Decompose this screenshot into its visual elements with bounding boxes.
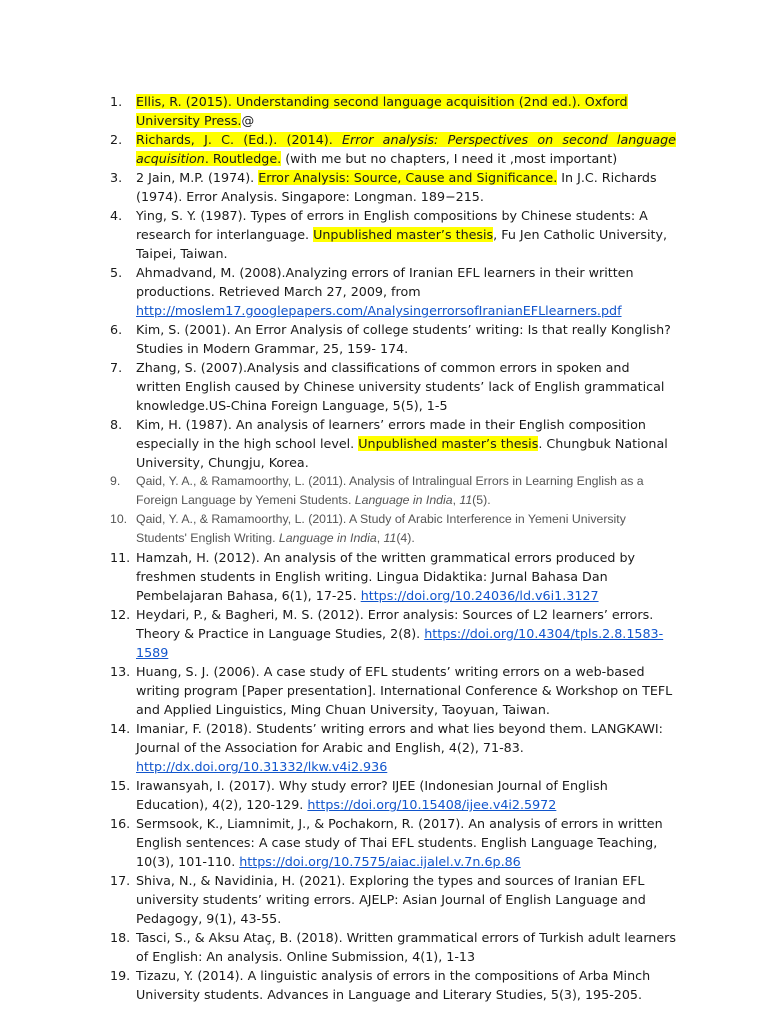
reference-text-segment: Imaniar, F. (2018). Students’ writing errors and what lies beyond them. LANGKAWI: Journal of the Association for Arabic and English, 4(2), 71-83.	[136, 721, 663, 755]
reference-number: 6.	[110, 322, 123, 337]
reference-text	[136, 605, 676, 662]
reference-text-segment: Kim, S. (2001). An Error Analysis of college students’ writing: Is that really Konglish? Studies in Modern Grammar, 25, 159- 174.	[136, 322, 671, 356]
reference-text-segment: Qaid, Y. A., & Ramamoorthy, L. (2011). Analysis of Intralingual Errors in Learning English as a Foreign Language by Yemeni Students.	[136, 474, 644, 507]
reference-item	[110, 928, 676, 966]
reference-text-segment: Language in India	[354, 493, 453, 507]
reference-item	[110, 510, 676, 548]
reference-text-segment: Zhang, S. (2007).Analysis and classifications of common errors in spoken and written English caused by Chinese university students’ lack of English grammatical knowledge.US-China Foreign Language, 5(5), 1-5	[136, 360, 665, 413]
reference-number: 14.	[110, 721, 131, 736]
reference-text	[136, 130, 676, 168]
reference-text	[136, 472, 676, 510]
reference-link[interactable]: https://doi.org/10.4304/tpls.2.8.1583-1589	[136, 626, 664, 660]
reference-number: 5.	[110, 265, 123, 280]
reference-text-segment: 2 Jain, M.P. (1974).	[136, 170, 259, 185]
reference-text-segment: ,	[452, 493, 460, 507]
reference-text	[136, 814, 676, 871]
reference-item	[110, 320, 676, 358]
reference-text-segment: (4).	[396, 531, 415, 545]
reference-text-segment: 11	[459, 493, 473, 507]
reference-text	[136, 168, 676, 206]
reference-text	[136, 871, 676, 928]
reference-text	[136, 966, 676, 1004]
reference-text-segment: ,	[376, 531, 384, 545]
reference-number: 18.	[110, 930, 131, 945]
reference-link[interactable]: https://doi.org/10.24036/ld.v6i1.3127	[360, 588, 599, 603]
reference-item	[110, 472, 676, 510]
reference-text-segment: Huang, S. J. (2006). A case study of EFL students’ writing errors on a web-based writing program [Paper presentation]. International Conference & Workshop on TEFL and Applied Linguistics, Ming Chuan University, Taoyuan, Taiwan.	[136, 664, 673, 717]
reference-text	[136, 719, 676, 776]
reference-text	[136, 320, 676, 358]
reference-text-segment: In J.C. Richards (1974). Error Analysis. Singapore: Longman. 189−215.	[136, 170, 657, 204]
reference-text	[136, 263, 676, 320]
reference-number: 17.	[110, 873, 131, 888]
reference-text-segment: Tizazu, Y. (2014). A linguistic analysis of errors in the compositions of Arba Minch University students. Advances in Language and Literary Studies, 5(3), 195-205.	[136, 968, 651, 1002]
reference-text-segment: @	[241, 113, 255, 128]
reference-text-segment: , Fu Jen Catholic University, Taipei, Taiwan.	[136, 227, 668, 261]
reference-number: 12.	[110, 607, 131, 622]
reference-text	[136, 415, 676, 472]
reference-text-segment: Hamzah, H. (2012). An analysis of the written grammatical errors produced by freshmen students in English writing. Lingua Didaktika: Jurnal Bahasa Dan Pembelajaran Bahasa, 6(1), 17-25.	[136, 550, 636, 603]
reference-text-segment: Heydari, P., & Bagheri, M. S. (2012). Error analysis: Sources of L2 learners’ errors. Theory & Practice in Language Studies, 2(8).	[136, 607, 654, 641]
reference-text-segment: (5).	[472, 493, 491, 507]
reference-item	[110, 130, 676, 168]
reference-item	[110, 605, 676, 662]
reference-text-segment: Sermsook, K., Liamnimit, J., & Pochakorn, R. (2017). An analysis of errors in written English sentences: A case study of Thai EFL students. English Language Teaching, 10(3), 101-110.	[136, 816, 663, 869]
reference-item	[110, 662, 676, 719]
reference-text-segment: Qaid, Y. A., & Ramamoorthy, L. (2011). A Study of Arabic Interference in Yemeni University Students' English Writing.	[136, 512, 626, 545]
reference-item	[110, 263, 676, 320]
reference-text-segment: (with me but no chapters, I need it ,most important)	[281, 151, 618, 166]
reference-text	[136, 510, 676, 548]
reference-item	[110, 548, 676, 605]
reference-item	[110, 168, 676, 206]
reference-number: 10.	[110, 512, 128, 526]
reference-number: 16.	[110, 816, 131, 831]
reference-number: 3.	[110, 170, 123, 185]
reference-text-segment: 11	[383, 531, 397, 545]
reference-text-segment: Shiva, N., & Navidinia, H. (2021). Exploring the types and sources of Iranian EFL university students’ writing errors. AJELP: Asian Journal of English Language and Pedagogy, 9(1), 43-55.	[136, 873, 646, 926]
reference-item	[110, 776, 676, 814]
reference-number: 8.	[110, 417, 123, 432]
reference-item	[110, 719, 676, 776]
reference-text	[136, 92, 676, 130]
reference-link[interactable]: http://moslem17.googlepapers.com/AnalysingerrorsofIranianEFLlearners.pdf	[136, 303, 622, 318]
highlighted-text: Error analysis: Perspectives on second language acquisition	[136, 132, 676, 166]
reference-text	[136, 358, 676, 415]
reference-item	[110, 871, 676, 928]
reference-item	[110, 92, 676, 130]
reference-number: 2.	[110, 132, 123, 147]
reference-text	[136, 548, 676, 605]
highlighted-text: Unpublished master’s thesis	[358, 436, 539, 451]
reference-text-segment: Irawansyah, I. (2017). Why study error? IJEE (Indonesian Journal of English Education), 4(2), 120-129.	[136, 778, 608, 812]
reference-number: 4.	[110, 208, 123, 223]
highlighted-text: Richards, J. C. (Ed.). (2014).	[136, 132, 342, 147]
reference-text	[136, 662, 676, 719]
reference-item	[110, 966, 676, 1004]
reference-number: 13.	[110, 664, 131, 679]
reference-text	[136, 928, 676, 966]
highlighted-text: Unpublished master’s thesis	[313, 227, 494, 242]
reference-text-segment: Tasci, S., & Aksu Ataç, B. (2018). Written grammatical errors of Turkish adult learners of English: An analysis. Online Submission, 4(1), 1-13	[136, 930, 676, 964]
reference-item	[110, 358, 676, 415]
reference-number: 19.	[110, 968, 131, 983]
reference-text	[136, 206, 676, 263]
reference-item	[110, 415, 676, 472]
reference-text	[136, 776, 676, 814]
highlighted-text: Error Analysis: Source, Cause and Significance.	[258, 170, 558, 185]
reference-number: 15.	[110, 778, 131, 793]
reference-list	[110, 92, 676, 1004]
reference-number: 1.	[110, 94, 123, 109]
reference-text-segment: Kim, H. (1987). An analysis of learners’ errors made in their English composition especially in the high school level.	[136, 417, 646, 451]
reference-number: 9.	[110, 474, 121, 488]
reference-text-segment: Ying, S. Y. (1987). Types of errors in English compositions by Chinese students: A research for interlanguage.	[136, 208, 648, 242]
reference-text-segment: . Chungbuk National University, Chungju, Korea.	[136, 436, 668, 470]
reference-text-segment: Language in India	[278, 531, 377, 545]
reference-number: 7.	[110, 360, 123, 375]
reference-link[interactable]: https://doi.org/10.7575/aiac.ijalel.v.7n.6p.86	[239, 854, 521, 869]
reference-item	[110, 206, 676, 263]
highlighted-text: Ellis, R. (2015). Understanding second language acquisition (2nd ed.). Oxford University Press.	[136, 94, 628, 128]
reference-text-segment: Ahmadvand, M. (2008).Analyzing errors of Iranian EFL learners in their written productions. Retrieved March 27, 2009, from	[136, 265, 634, 299]
reference-link[interactable]: https://doi.org/10.15408/ijee.v4i2.5972	[307, 797, 557, 812]
reference-link[interactable]: http://dx.doi.org/10.31332/lkw.v4i2.936	[136, 759, 388, 774]
reference-number: 11.	[110, 550, 131, 565]
highlighted-text: . Routledge.	[204, 151, 282, 166]
reference-item	[110, 814, 676, 871]
